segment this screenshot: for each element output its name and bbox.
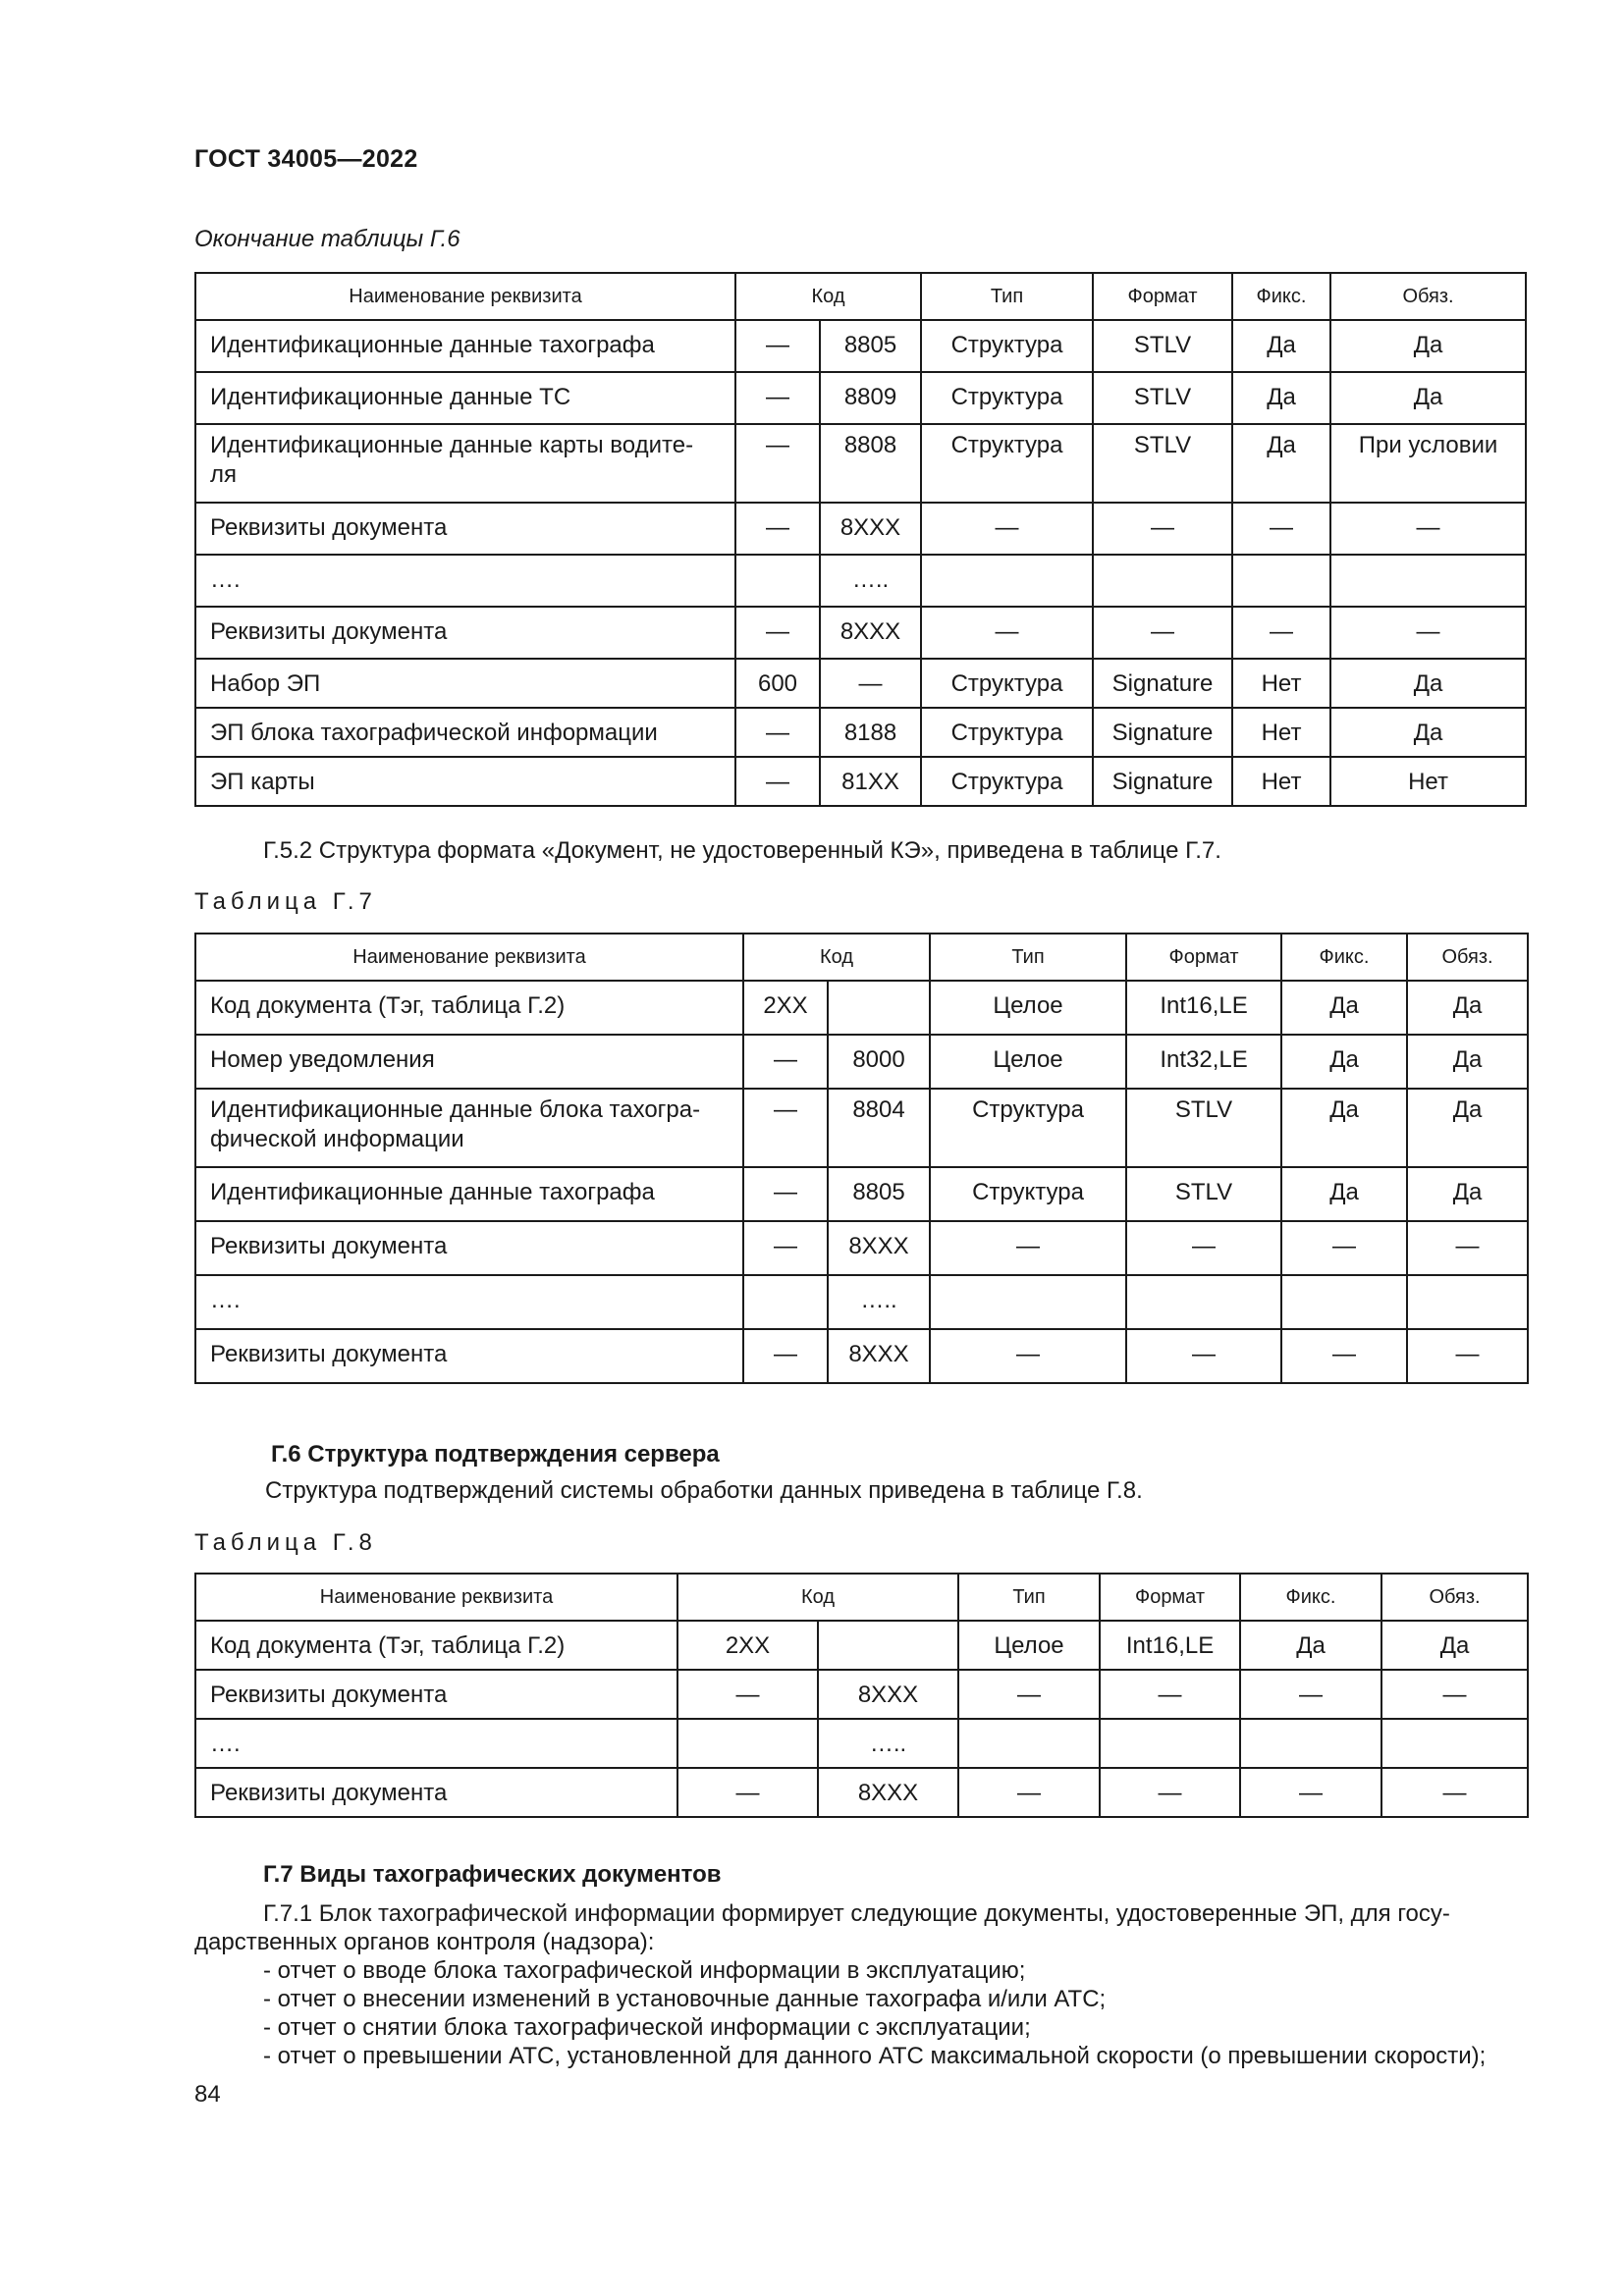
table-row (195, 659, 1526, 708)
table-cell: 8805 (828, 1167, 930, 1221)
table-cell: STLV (1126, 1167, 1281, 1221)
column-header: Тип (958, 1574, 1100, 1621)
table-g8-caption: Таблица Г.8 (194, 1529, 377, 1556)
table-cell: Да (1330, 320, 1526, 372)
table-header-row (195, 1574, 1528, 1621)
table-cell: 8000 (828, 1035, 930, 1089)
table-cell: Int16,LE (1126, 981, 1281, 1035)
table-row (195, 503, 1526, 555)
table-cell: Целое (958, 1621, 1100, 1670)
table-cell: Да (1281, 981, 1407, 1035)
table-cell: Набор ЭП (195, 659, 735, 708)
table-cell: Нет (1232, 708, 1330, 757)
table-cell (921, 555, 1093, 607)
table-header-row (195, 934, 1528, 981)
table-row (195, 708, 1526, 757)
column-header: Формат (1100, 1574, 1240, 1621)
table-cell: Да (1407, 1167, 1528, 1221)
table-cell: Signature (1093, 708, 1232, 757)
table-cell (1100, 1719, 1240, 1768)
table-cell: ….. (818, 1719, 958, 1768)
table-cell: Int16,LE (1100, 1621, 1240, 1670)
table-cell: 8XXX (818, 1670, 958, 1719)
table-row (195, 1089, 1528, 1167)
table-cell: STLV (1093, 424, 1232, 503)
table-cell: Структура (921, 757, 1093, 806)
table-cell: Да (1232, 320, 1330, 372)
table-cell: …. (195, 1275, 743, 1329)
table-cell: Да (1281, 1167, 1407, 1221)
column-header: Тип (921, 273, 1093, 320)
table-cell: ЭП блока тахографической информации (195, 708, 735, 757)
list-item: - отчет о внесении изменений в установочные данные тахографа и/или АТС; (263, 1986, 1107, 2012)
table-cell: 2XX (743, 981, 828, 1035)
table-cell: Структура (921, 659, 1093, 708)
table-row (195, 1275, 1528, 1329)
table-cell (930, 1275, 1126, 1329)
table-cell (1126, 1275, 1281, 1329)
table-row (195, 1621, 1528, 1670)
table-cell: Да (1240, 1621, 1381, 1670)
table-cell: — (1381, 1768, 1528, 1817)
table-cell: — (1100, 1768, 1240, 1817)
table-row (195, 1768, 1528, 1817)
table-cell: — (1093, 503, 1232, 555)
table-cell: — (735, 372, 820, 424)
table-cell (677, 1719, 818, 1768)
table-cell: Идентификационные данные блока тахогра- фической информации (195, 1089, 743, 1167)
table-cell: — (1232, 503, 1330, 555)
table-cell (1330, 555, 1526, 607)
table-cell: 8188 (820, 708, 921, 757)
table-row (195, 757, 1526, 806)
table-cell: Int32,LE (1126, 1035, 1281, 1089)
table-cell: 8XXX (818, 1768, 958, 1817)
column-header: Фикс. (1281, 934, 1407, 981)
table-cell: Да (1330, 659, 1526, 708)
table-cell: Структура (921, 320, 1093, 372)
table-g7 (194, 933, 1529, 1384)
table-cell: Да (1381, 1621, 1528, 1670)
table-cell: 8805 (820, 320, 921, 372)
column-header: Наименование реквизита (195, 273, 735, 320)
table-cell: …. (195, 555, 735, 607)
table-cell: STLV (1093, 372, 1232, 424)
table-cell: — (958, 1768, 1100, 1817)
table-cell (735, 555, 820, 607)
table-cell: Да (1232, 372, 1330, 424)
table-row (195, 1167, 1528, 1221)
table-cell: Да (1232, 424, 1330, 503)
table-row (195, 1221, 1528, 1275)
table-cell: ЭП карты (195, 757, 735, 806)
table-cell: — (735, 757, 820, 806)
table-cell: — (677, 1768, 818, 1817)
table-cell: Целое (930, 981, 1126, 1035)
table-cell: — (1330, 607, 1526, 659)
table-cell: — (735, 607, 820, 659)
table-row (195, 607, 1526, 659)
table-cell: — (1093, 607, 1232, 659)
table-cell: …. (195, 1719, 677, 1768)
column-header: Наименование реквизита (195, 1574, 677, 1621)
table-cell: — (677, 1670, 818, 1719)
table-cell: Структура (930, 1167, 1126, 1221)
table-row (195, 555, 1526, 607)
table-cell: Структура (921, 372, 1093, 424)
table-cell (828, 981, 930, 1035)
table-row (195, 1329, 1528, 1383)
table-cell: Да (1407, 1089, 1528, 1167)
table-cell (1381, 1719, 1528, 1768)
table-cell: — (1381, 1670, 1528, 1719)
table-cell: 8XXX (828, 1221, 930, 1275)
table-cell: Да (1281, 1089, 1407, 1167)
table-cell: 81XX (820, 757, 921, 806)
column-header: Обяз. (1330, 273, 1526, 320)
table-cell: — (820, 659, 921, 708)
table-cell (743, 1275, 828, 1329)
table-cell: 8XXX (820, 503, 921, 555)
table-cell: — (930, 1329, 1126, 1383)
table-cell: Реквизиты документа (195, 1221, 743, 1275)
table-cell: — (735, 424, 820, 503)
column-header: Тип (930, 934, 1126, 981)
table-row (195, 981, 1528, 1035)
table-cell: — (958, 1670, 1100, 1719)
table-cell (1093, 555, 1232, 607)
table-cell: Да (1407, 1035, 1528, 1089)
table-cell (1407, 1275, 1528, 1329)
table-cell: Да (1407, 981, 1528, 1035)
table-cell: 8808 (820, 424, 921, 503)
table-cell: Структура (921, 708, 1093, 757)
table-cell: — (1126, 1329, 1281, 1383)
table-cell: — (743, 1035, 828, 1089)
table-cell: — (1100, 1670, 1240, 1719)
table-header-row (195, 273, 1526, 320)
table-cell: Реквизиты документа (195, 503, 735, 555)
table-cell: Номер уведомления (195, 1035, 743, 1089)
table-cell: — (735, 503, 820, 555)
table-cell: Реквизиты документа (195, 1768, 677, 1817)
table-cell: Реквизиты документа (195, 1670, 677, 1719)
section-g6-title: Г.6 Структура подтверждения сервера (271, 1441, 720, 1468)
table-cell (1281, 1275, 1407, 1329)
table-row (195, 320, 1526, 372)
table-cell: 8809 (820, 372, 921, 424)
table-cell: Код документа (Тэг, таблица Г.2) (195, 981, 743, 1035)
table-cell (1232, 555, 1330, 607)
table-cell: 8804 (828, 1089, 930, 1167)
table-cell: Реквизиты документа (195, 1329, 743, 1383)
page-number: 84 (194, 2081, 221, 2108)
table-cell: Нет (1232, 757, 1330, 806)
table-cell: — (743, 1167, 828, 1221)
table-cell: — (921, 607, 1093, 659)
table-cell: — (735, 708, 820, 757)
column-header: Код (735, 273, 921, 320)
section-g6-text: Структура подтверждений системы обработки данных приведена в таблице Г.8. (265, 1477, 1143, 1504)
table-cell: Нет (1232, 659, 1330, 708)
table-cell: — (743, 1329, 828, 1383)
table-cell: ….. (828, 1275, 930, 1329)
paragraph-g5-2: Г.5.2 Структура формата «Документ, не удостоверенный КЭ», приведена в таблице Г.7. (263, 837, 1221, 864)
column-header: Формат (1126, 934, 1281, 981)
table-cell (818, 1621, 958, 1670)
table-cell: Структура (930, 1089, 1126, 1167)
table-row (195, 1670, 1528, 1719)
document-code-header: ГОСТ 34005—2022 (194, 145, 418, 173)
table-row (195, 372, 1526, 424)
table-continuation-caption: Окончание таблицы Г.6 (194, 226, 460, 252)
table-cell: Да (1330, 372, 1526, 424)
column-header: Обяз. (1407, 934, 1528, 981)
table-cell: STLV (1093, 320, 1232, 372)
table-cell (958, 1719, 1100, 1768)
table-cell: Код документа (Тэг, таблица Г.2) (195, 1621, 677, 1670)
table-g7-caption: Таблица Г.7 (194, 888, 377, 915)
table-cell: 8XXX (820, 607, 921, 659)
table-cell: 2XX (677, 1621, 818, 1670)
table-cell: Идентификационные данные ТС (195, 372, 735, 424)
table-cell: Нет (1330, 757, 1526, 806)
table-cell: Реквизиты документа (195, 607, 735, 659)
column-header: Фикс. (1232, 273, 1330, 320)
table-cell: Идентификационные данные карты водите- ля (195, 424, 735, 503)
table-cell: Signature (1093, 659, 1232, 708)
column-header: Формат (1093, 273, 1232, 320)
table-cell: — (921, 503, 1093, 555)
column-header: Наименование реквизита (195, 934, 743, 981)
section-g7-title: Г.7 Виды тахографических документов (263, 1861, 722, 1888)
table-cell: — (735, 320, 820, 372)
table-row (195, 1719, 1528, 1768)
column-header: Код (677, 1574, 958, 1621)
column-header: Фикс. (1240, 1574, 1381, 1621)
table-cell: ….. (820, 555, 921, 607)
table-g6-end (194, 272, 1527, 807)
table-cell: — (1240, 1768, 1381, 1817)
section-g7-para-line2: дарственных органов контроля (надзора): (194, 1929, 655, 1955)
column-header: Код (743, 934, 930, 981)
table-cell: При условии (1330, 424, 1526, 503)
table-cell: Целое (930, 1035, 1126, 1089)
list-item: - отчет о превышении АТС, установленной для данного АТС максимальной скорости (о превышении скорости); (263, 2043, 1487, 2069)
table-cell: 8XXX (828, 1329, 930, 1383)
section-g7-para-line1: Г.7.1 Блок тахографической информации формирует следующие документы, удостоверенные ЭП, для госу- (263, 1900, 1450, 1927)
table-cell: — (1232, 607, 1330, 659)
list-item: - отчет о вводе блока тахографической информации в эксплуатацию; (263, 1957, 1026, 1984)
list-item: - отчет о снятии блока тахографической информации с эксплуатации; (263, 2014, 1031, 2041)
table-cell: — (1407, 1221, 1528, 1275)
table-cell: — (1281, 1221, 1407, 1275)
table-cell (1240, 1719, 1381, 1768)
table-cell: 600 (735, 659, 820, 708)
table-cell: Идентификационные данные тахографа (195, 1167, 743, 1221)
table-row (195, 424, 1526, 503)
table-cell: Signature (1093, 757, 1232, 806)
table-cell: Структура (921, 424, 1093, 503)
table-cell: — (1281, 1329, 1407, 1383)
table-cell: — (743, 1089, 828, 1167)
table-cell: — (1330, 503, 1526, 555)
table-cell: — (930, 1221, 1126, 1275)
table-cell: — (743, 1221, 828, 1275)
table-cell: STLV (1126, 1089, 1281, 1167)
table-cell: Идентификационные данные тахографа (195, 320, 735, 372)
table-cell: — (1240, 1670, 1381, 1719)
table-row (195, 1035, 1528, 1089)
table-g8 (194, 1573, 1529, 1818)
table-cell: Да (1330, 708, 1526, 757)
table-cell: — (1126, 1221, 1281, 1275)
column-header: Обяз. (1381, 1574, 1528, 1621)
table-cell: — (1407, 1329, 1528, 1383)
table-cell: Да (1281, 1035, 1407, 1089)
